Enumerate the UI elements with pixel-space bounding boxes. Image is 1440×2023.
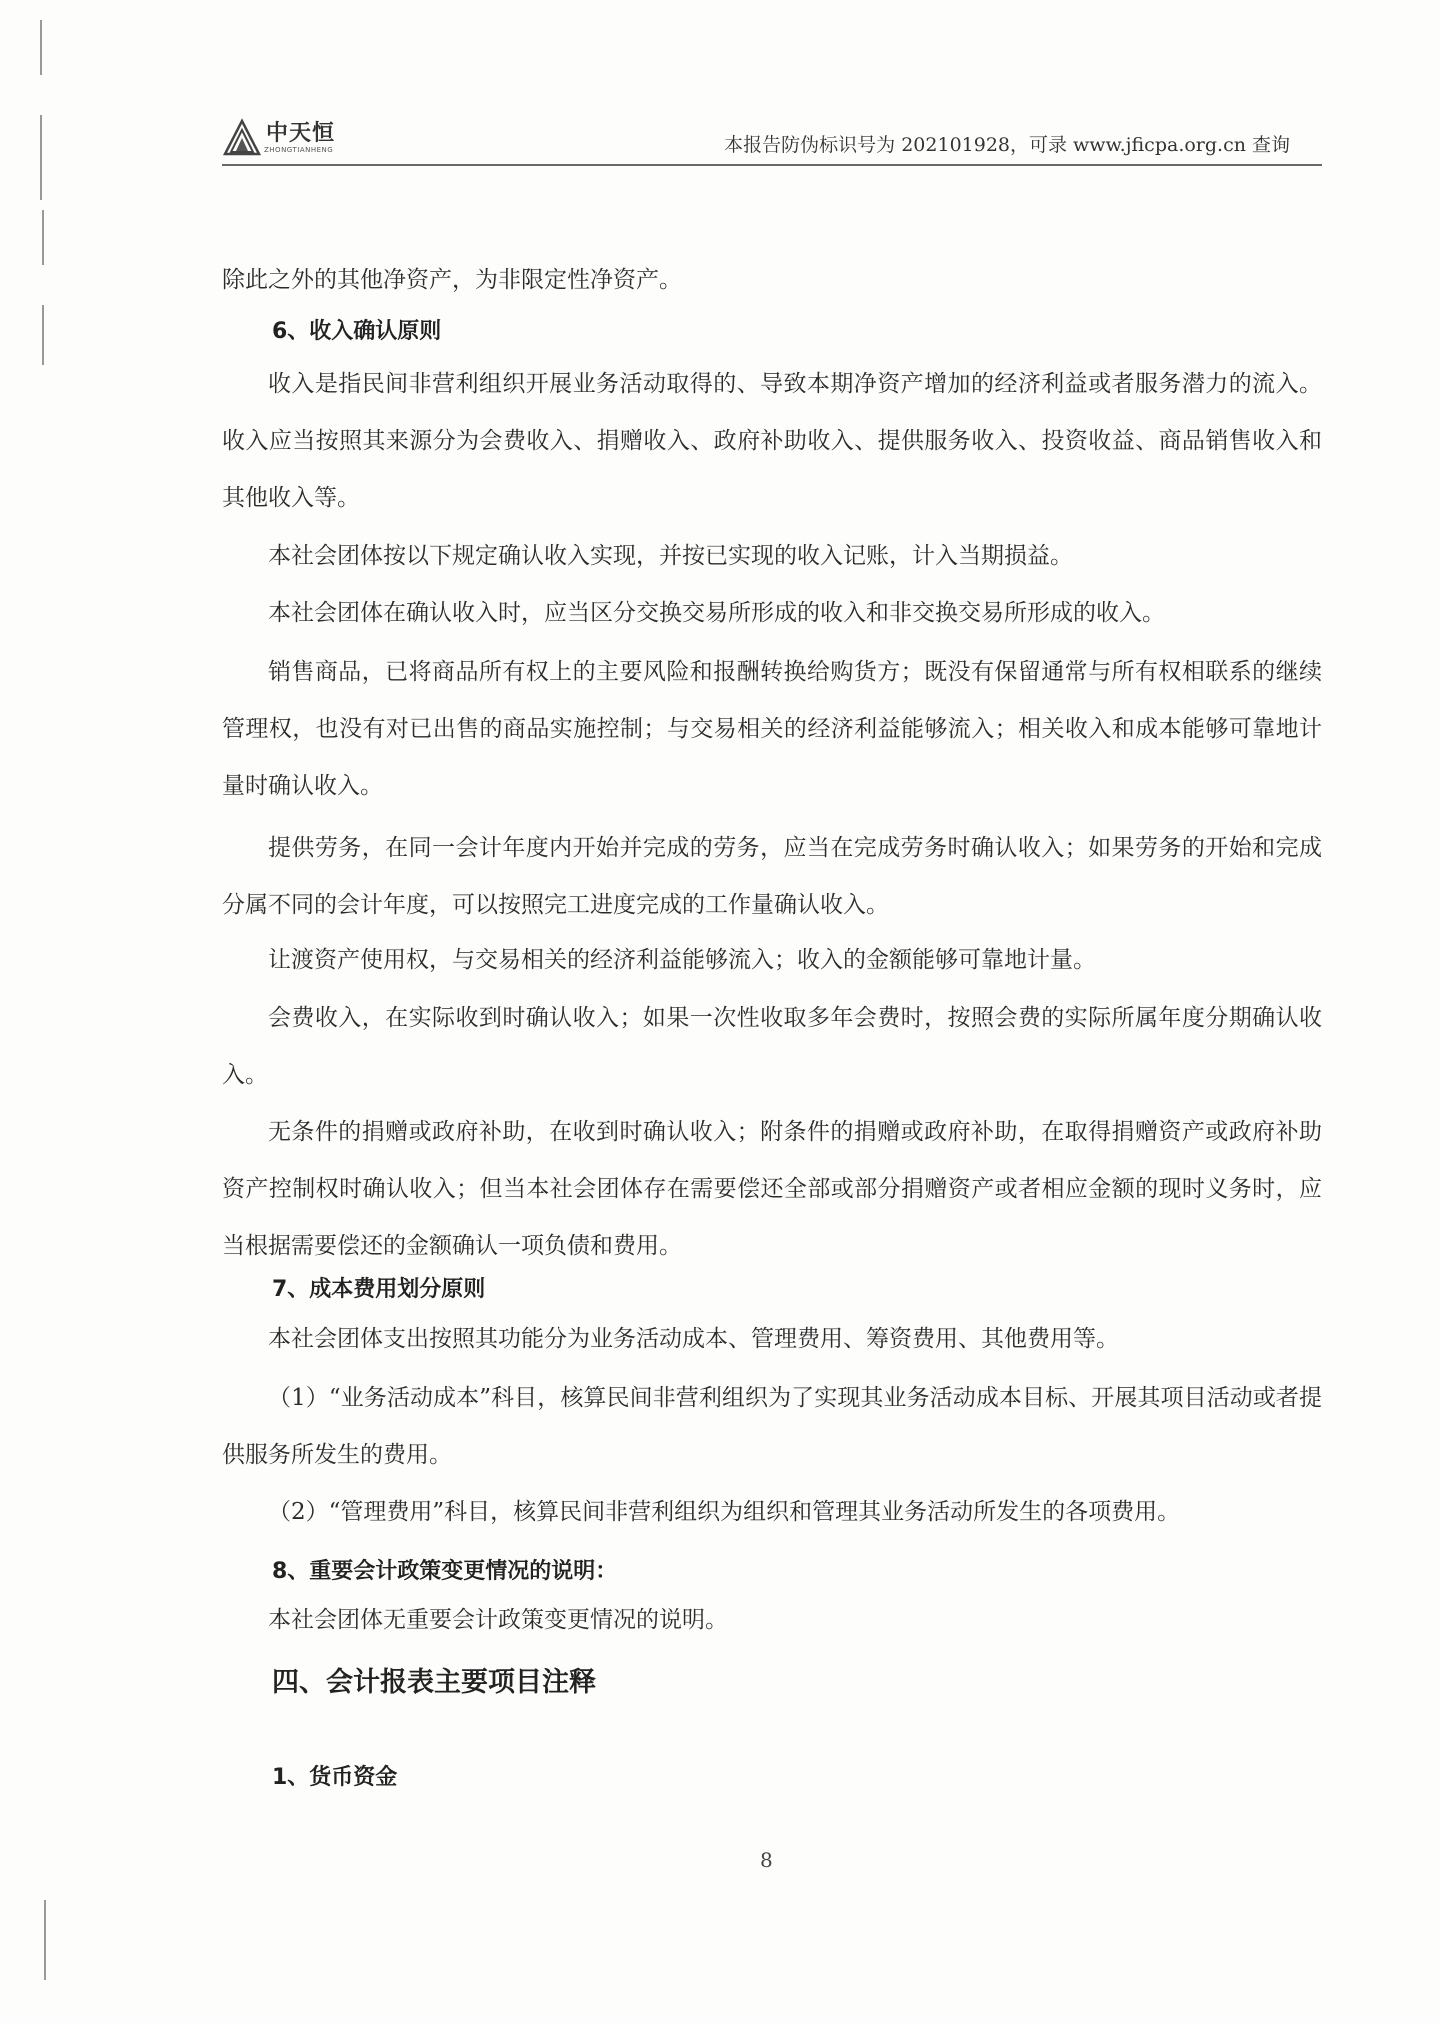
company-logo [222, 116, 352, 162]
header-divider [222, 164, 1322, 166]
logo-chinese-text: 中天恒 [266, 121, 336, 146]
section-heading-6: 6、收入确认原则 [272, 319, 442, 344]
anti-counterfeit-note: 本报告防伪标识号为 202101928，可录 www.jficpa.org.cn 查询 [724, 134, 1290, 156]
paragraph: （1）“业务活动成本”科目，核算民间非营利组织为了实现其业务活动成本目标、开展其项目活动或者提供服务所发生的费用。 [222, 1385, 1322, 1468]
scan-mark [42, 210, 44, 265]
paragraph: 本社会团体在确认收入时，应当区分交换交易所形成的收入和非交换交易所形成的收入。 [268, 600, 1165, 626]
scan-mark [40, 20, 42, 75]
paragraph: 无条件的捐赠或政府补助，在收到时确认收入；附条件的捐赠或政府补助，在取得捐赠资产或政府补助资产控制权时确认收入；但当本社会团体存在需要偿还全部或部分捐赠资产或者相应金额的现时义务时，应当根据需要偿还的金额确认一项负债和费用。 [222, 1119, 1322, 1259]
report-header [222, 112, 1322, 168]
logo-mark-icon [222, 118, 262, 158]
section-heading-7: 7、成本费用划分原则 [272, 1277, 486, 1302]
paragraph: （2）“管理费用”科目，核算民间非营利组织为组织和管理其业务活动所发生的各项费用。 [268, 1499, 1181, 1525]
paragraph: 本社会团体支出按照其功能分为业务活动成本、管理费用、筹资费用、其他费用等。 [268, 1326, 1119, 1352]
scan-mark [42, 305, 44, 365]
logo-english-text: ZHONGTIANHENG [264, 146, 334, 154]
paragraph: 让渡资产使用权，与交易相关的经济利益能够流入；收入的金额能够可靠地计量。 [268, 947, 1096, 973]
paragraph: 提供劳务，在同一会计年度内开始并完成的劳务，应当在完成劳务时确认收入；如果劳务的开始和完成分属不同的会计年度，可以按照完工进度完成的工作量确认收入。 [222, 835, 1322, 918]
section-heading-8: 8、重要会计政策变更情况的说明： [272, 1559, 618, 1584]
section-heading-1: 1、货币资金 [272, 1765, 398, 1790]
paragraph: 本社会团体无重要会计政策变更情况的说明。 [268, 1607, 728, 1633]
chapter-heading: 四、会计报表主要项目注释 [272, 1667, 596, 1698]
scan-mark [44, 1900, 46, 1980]
paragraph: 销售商品，已将商品所有权上的主要风险和报酬转换给购货方；既没有保留通常与所有权相联系的继续管理权，也没有对已出售的商品实施控制；与交易相关的经济利益能够流入；相关收入和成本能够可靠地计量时确认收入。 [222, 659, 1322, 799]
paragraph: 会费收入，在实际收到时确认收入；如果一次性收取多年会费时，按照会费的实际所属年度分期确认收入。 [222, 1005, 1322, 1088]
paragraph: 收入是指民间非营利组织开展业务活动取得的、导致本期净资产增加的经济利益或者服务潜力的流入。收入应当按照其来源分为会费收入、捐赠收入、政府补助收入、提供服务收入、投资收益、商品销售收入和其他收入等。 [222, 371, 1322, 511]
page-number: 8 [760, 1848, 773, 1872]
paragraph: 除此之外的其他净资产，为非限定性净资产。 [222, 267, 682, 293]
scan-mark [40, 115, 42, 200]
paragraph: 本社会团体按以下规定确认收入实现，并按已实现的收入记账，计入当期损益。 [268, 543, 1073, 569]
